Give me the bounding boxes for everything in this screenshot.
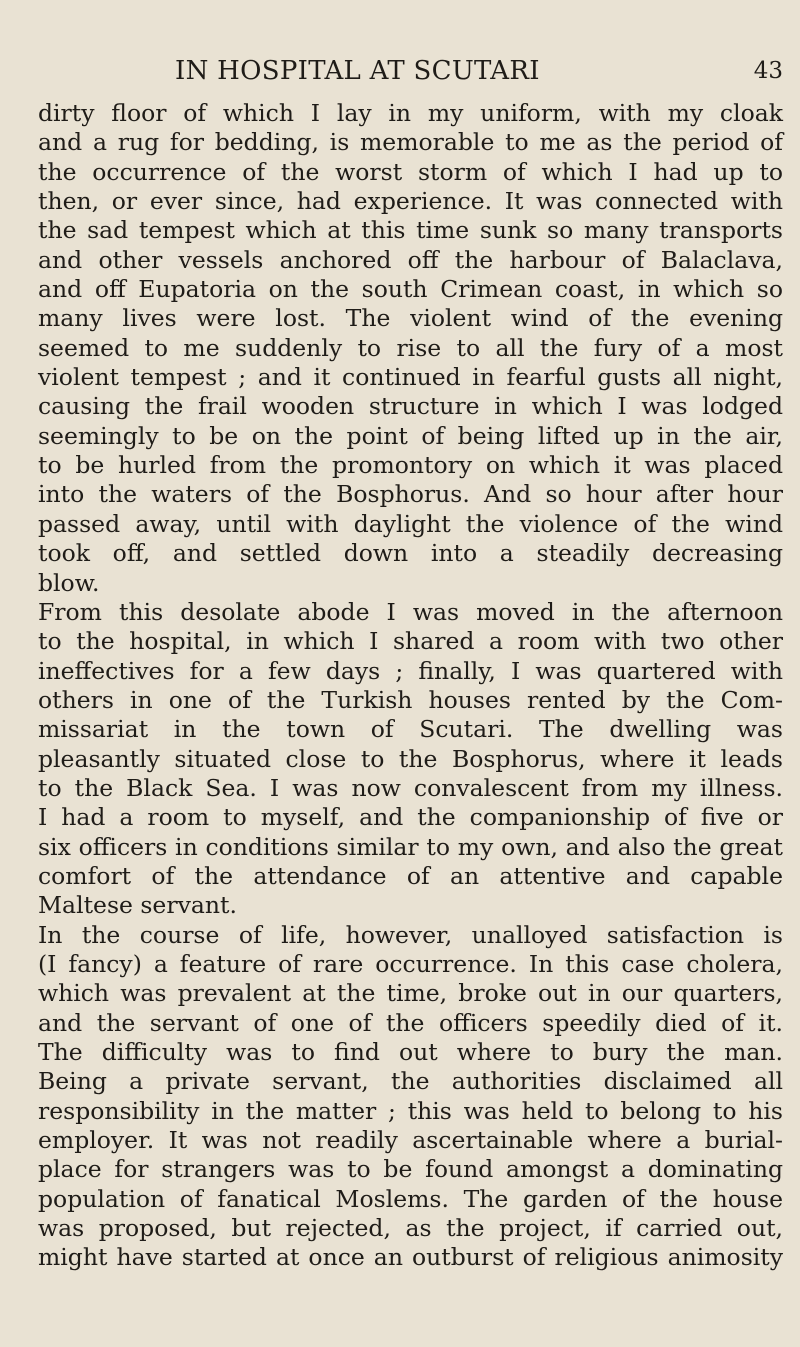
text-line: missariat in the town of Scutari. The dwelling was xyxy=(38,715,783,744)
text-line: From this desolate abode I was moved in the afternoon xyxy=(38,597,783,626)
text-line: violent tempest ; and it continued in fearful gusts all night, xyxy=(38,363,783,392)
running-head xyxy=(38,52,783,92)
text-line: to the Black Sea. I was now convalescent from my illness. xyxy=(38,773,783,802)
text-line: dirty floor of which I lay in my uniform, with my cloak xyxy=(38,99,783,127)
body-text xyxy=(38,99,783,1273)
text-line: many lives were lost. The violent wind of the evening xyxy=(38,304,783,333)
text-line: In the course of life, however, unalloyed satisfaction is xyxy=(38,920,783,949)
text-line: then, or ever since, had experience. It was connected with xyxy=(38,187,783,216)
text-line: and off Eupatoria on the south Crimean coast, in which so xyxy=(38,275,783,304)
text-line: comfort of the attendance of an attentive and capable xyxy=(38,861,783,890)
text-line: pleasantly situated close to the Bosphorus, where it leads xyxy=(38,744,783,773)
running-head-title: IN HOSPITAL AT SCUTARI xyxy=(175,56,540,86)
text-line: to be hurled from the promontory on which it was placed xyxy=(38,451,783,480)
text-line: to the hospital, in which I shared a room with two other xyxy=(38,627,783,656)
text-line: which was prevalent at the time, broke out in our quarters, xyxy=(38,979,783,1008)
text-line: Maltese servant. xyxy=(38,891,237,920)
text-line: and other vessels anchored off the harbour of Balaclava, xyxy=(38,245,783,274)
text-line: place for strangers was to be found amongst a dominating xyxy=(38,1155,783,1184)
text-line: was proposed, but rejected, as the project, if carried out, xyxy=(38,1214,783,1243)
text-line: ineffectives for a few days ; finally, I was quartered with xyxy=(38,656,783,685)
text-line: the occurrence of the worst storm of which I had up to xyxy=(38,157,783,186)
text-line: seemed to me suddenly to rise to all the fury of a most xyxy=(38,333,783,362)
text-line: Being a private servant, the authorities disclaimed all xyxy=(38,1067,783,1096)
text-line: population of fanatical Moslems. The garden of the house xyxy=(38,1184,783,1213)
text-line: and a rug for bedding, is memorable to me as the period of xyxy=(38,128,783,157)
text-line: responsibility in the matter ; this was held to belong to his xyxy=(38,1096,783,1125)
text-line: took off, and settled down into a steadily decreasing xyxy=(38,539,783,568)
text-line: the sad tempest which at this time sunk so many transports xyxy=(38,216,783,245)
text-line: and the servant of one of the officers speedily died of it. xyxy=(38,1008,783,1037)
page-number: 43 xyxy=(753,58,783,84)
text-line: (I fancy) a feature of rare occurrence. In this case cholera, xyxy=(38,949,783,978)
text-line: I had a room to myself, and the companionship of five or xyxy=(38,803,783,832)
text-line: six officers in conditions similar to my own, and also the great xyxy=(38,832,783,861)
page-content xyxy=(38,52,783,1273)
text-line: passed away, until with daylight the violence of the wind xyxy=(38,509,783,538)
text-line: causing the frail wooden structure in which I was lodged xyxy=(38,392,783,421)
text-line: seemingly to be on the point of being lifted up in the air, xyxy=(38,421,783,450)
text-line: others in one of the Turkish houses rented by the Com- xyxy=(38,685,783,714)
text-line: might have started at once an outburst of religious animosity xyxy=(38,1243,783,1272)
text-line: blow. xyxy=(38,568,100,597)
text-line: The difficulty was to find out where to bury the man. xyxy=(38,1038,783,1066)
text-line: into the waters of the Bosphorus. And so hour after hour xyxy=(38,480,783,509)
text-line: employer. It was not readily ascertainable where a burial- xyxy=(38,1126,783,1155)
